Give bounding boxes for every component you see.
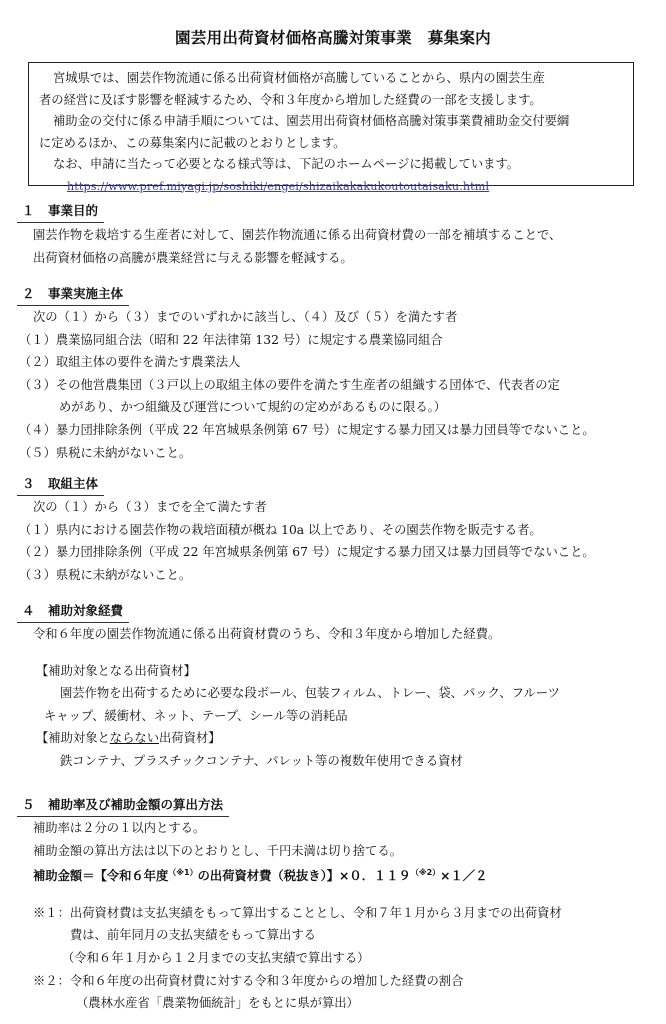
list-item: （２）取組主体の要件を満たす農業法人 <box>19 355 241 370</box>
body-text: 出荷資材価格の高騰が農業経営に与える影響を軽減する。 <box>33 250 353 265</box>
list-item: （１）県内における園芸作物の栽培面積が概ね 10a 以上であり、その園芸作物を販売する者。 <box>19 522 542 537</box>
list-item: （１）農業協同組合法（昭和 22 年法律第 132 号）に規定する農業協同組合 <box>19 332 443 347</box>
section-heading: １ 事業目的 <box>17 200 104 223</box>
list-item: （５）県税に未納がないこと。 <box>19 445 192 460</box>
section-subsidy-rate <box>0 794 666 1015</box>
section-heading: ３ 取組主体 <box>17 473 104 496</box>
body-text: 補助率は２分の１以内とする。 <box>33 821 206 835</box>
list-item: （３）その他営農集団（３戸以上の取組主体の要件を満たす生産者の組織する団体で、代表者の定 <box>19 377 560 392</box>
body-text: 次の（１）から（３）までを全て満たす者 <box>33 500 267 514</box>
intro-text: 者の経営に及ぼす影響を軽減するため、令和３年度から増加した経費の一部を支援します。 <box>39 92 542 107</box>
section-purpose <box>0 200 666 269</box>
body-text: 次の（１）から（３）までのいずれかに該当し、（４）及び（５）を満たす者 <box>33 310 458 324</box>
body-text: 園芸作物を栽培する生産者に対して、園芸作物流通に係る出荷資材費の一部を補填することで、 <box>33 228 562 242</box>
section-heading: ４ 補助対象経費 <box>17 600 129 623</box>
list-item: めがあり、かつ組織及び運営について規約の定めがあるものに限る。） <box>59 400 447 415</box>
list-item: （３）県税に未納がないこと。 <box>19 567 192 582</box>
footnote: ※２：令和６年度の出荷資材費に対する令和３年度からの増加した経費の割合 <box>33 973 464 988</box>
page-title: 園芸用出荷資材価格高騰対策事業 募集案内 <box>174 29 491 47</box>
section-heading: ２ 事業実施主体 <box>17 283 129 306</box>
intro-text: なお、申請に当たって必要となる様式等は、下記のホームページに掲載しています。 <box>53 157 520 171</box>
body-text: 鉄コンテナ、プラスチックコンテナ、パレット等の複数年使用できる資材 <box>60 753 463 768</box>
footnote: ※１：出荷資材費は支払実績をもって算出することとし、令和７年１月から３月までの出荷資材 <box>33 905 562 920</box>
footnote: （農林水産省「農業物価統計」をもとに県が算出） <box>76 996 359 1011</box>
section-eligible-costs <box>0 600 666 773</box>
subheading: 【補助対象となる出荷資材】 <box>36 663 196 678</box>
intro-text: 宮城県では、園芸作物流通に係る出荷資材価格が高騰していることから、県内の園芸生産 <box>53 71 545 85</box>
body-text: 令和６年度の園芸作物流通に係る出荷資材費のうち、令和３年度から増加した経費。 <box>33 627 501 641</box>
intro-text: に定めるほか、この募集案内に記載のとおりとします。 <box>39 135 346 150</box>
subheading: 【補助対象とならない出荷資材】 <box>36 731 221 746</box>
body-text: キャップ、緩衝材、ネット、テープ、シール等の消耗品 <box>44 708 348 723</box>
intro-text: 補助金の交付に係る申請手順については、園芸用出荷資材価格高騰対策事業費補助金交付要綱 <box>53 114 570 128</box>
footnote: （令和６年１月から１２月までの支払実績で算出する） <box>62 950 370 965</box>
formula: 補助金額＝【令和６年度$^{(※1)}$の出荷資材費（税抜き）】×０．$119^{(※2)}\times 1/2$ <box>33 868 488 884</box>
homepage-link[interactable]: https://www.pref.miyagi.jp/soshiki/engei/shizaikakakukoutoutaisaku.html <box>67 179 490 193</box>
section-heading: ５ 補助率及び補助金額の算出方法 <box>17 794 229 817</box>
list-item: （４）暴力団排除条例（平成 22 年宮城県条例第 67 号）に規定する暴力団又は暴力団員等でないこと。 <box>19 422 595 437</box>
body-text: 補助金額の算出方法は以下のとおりとし、千円未満は切り捨てる。 <box>33 843 402 858</box>
footnote: 費は、前年同月の支払実績をもって算出する <box>70 928 316 943</box>
intro-box <box>28 62 634 193</box>
section-applicant <box>0 473 666 586</box>
section-implementer <box>0 283 666 464</box>
body-text: 園芸作物を出荷するために必要な段ボール、包装フィルム、トレー、袋、パック、フルーツ <box>60 686 560 701</box>
list-item: （２）暴力団排除条例（平成 22 年宮城県条例第 67 号）に規定する暴力団又は暴力団員等でないこと。 <box>19 545 595 560</box>
